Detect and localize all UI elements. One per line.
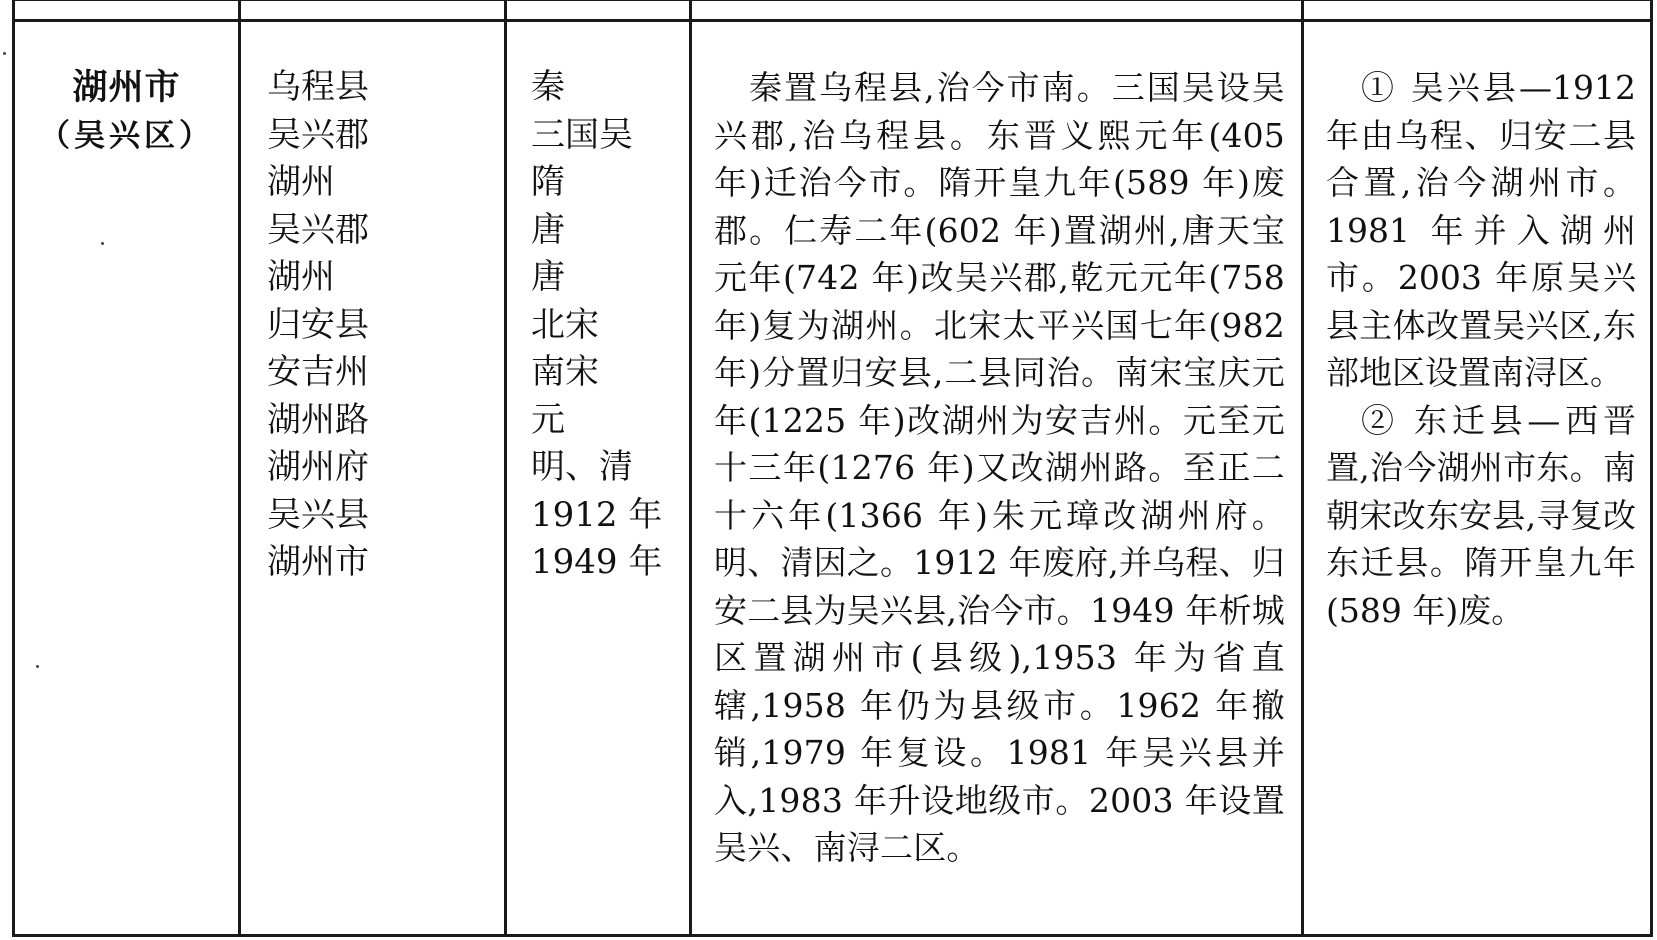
era-item: 1949 年 — [531, 542, 663, 582]
eras-cell — [506, 21, 691, 936]
note-paragraph: ② 东迁县—西晋置,治今湖州市东。南朝宋改东安县,寻复改东迁县。隋开皇九年(589 年)废。 — [1326, 400, 1636, 630]
era-item: 三国吴 — [531, 114, 633, 155]
historical-name-item: 湖州 — [267, 257, 335, 297]
strip-cell — [1303, 0, 1652, 21]
era-item: 隋 — [531, 162, 565, 202]
historical-name-item: 湖州路 — [267, 399, 369, 440]
scan-speck — [101, 242, 104, 245]
historical-name-item: 湖州 — [267, 162, 335, 202]
era-item: 北宋 — [531, 304, 599, 345]
strip-cell — [14, 0, 240, 21]
region-subname: （吴兴区） — [39, 118, 214, 154]
historical-name-item: 乌程县 — [267, 67, 369, 107]
gazetteer-table — [12, 0, 1653, 937]
history-cell — [691, 21, 1303, 936]
notes-cell — [1303, 21, 1652, 936]
historical-name-item: 吴兴县 — [267, 494, 369, 535]
era-item: 秦 — [531, 67, 565, 107]
historical-name-item: 湖州府 — [267, 447, 369, 487]
era-item: 明、清 — [531, 447, 633, 487]
historical-names-cell — [240, 21, 506, 936]
historical-name-item: 归安县 — [267, 304, 369, 345]
notes-list — [1304, 22, 1650, 634]
strip-cell — [691, 0, 1303, 21]
table-row — [14, 21, 1652, 936]
historical-name-item: 吴兴郡 — [267, 114, 369, 155]
historical-name-item: 吴兴郡 — [267, 209, 369, 250]
region-cell — [14, 21, 240, 936]
previous-row-strip — [14, 0, 1652, 21]
strip-cell — [506, 0, 691, 21]
era-item: 1912 年 — [531, 494, 663, 535]
eras-list — [507, 22, 689, 587]
note-paragraph: ① 吴兴县—1912 年由乌程、归安二县合置,治今湖州市。1981 年并入湖州市。2003 年原吴兴县主体改置吴兴区,东部地区设置南浔区。 — [1326, 68, 1636, 392]
era-item: 唐 — [531, 257, 565, 297]
strip-cell — [240, 0, 506, 21]
era-item: 唐 — [531, 209, 565, 250]
scan-speck — [36, 665, 39, 668]
era-item: 元 — [531, 399, 565, 440]
history-text: 秦置乌程县,治今市南。三国吴设吴兴郡,治乌程县。东晋义熙元年(405 年)迁治今市。隋开皇九年(589 年)废郡。仁寿二年(602 年)置湖州,唐天宝元年(742 年)改吴兴郡,乾元元年(758 年)复为湖州。北宋太平兴国七年(982 年)分置归安县,二县同治。南宋宝庆元年(1225 年)改湖州为安吉州。元至元十三年(1276 年)又改湖州路。至正二十六年(1366 年)朱元璋改湖州府。明、清因之。1912 年废府,并乌程、归安二县为吴兴县,治今市。1949 年析城区置湖州市(县级),1953 年为省直辖,1958 年仍为县级市。1962 年撤销,1979 年复设。1981 年吴兴县并入,1983 年升设地级市。2003 年设置吴兴、南浔二区。 — [714, 68, 1285, 867]
region-name: 湖州市 — [72, 68, 181, 108]
historical-name-item: 安吉州 — [267, 352, 369, 392]
historical-names-list — [241, 22, 504, 587]
scan-speck — [3, 52, 6, 55]
historical-name-item: 湖州市 — [267, 542, 369, 582]
era-item: 南宋 — [531, 352, 599, 392]
